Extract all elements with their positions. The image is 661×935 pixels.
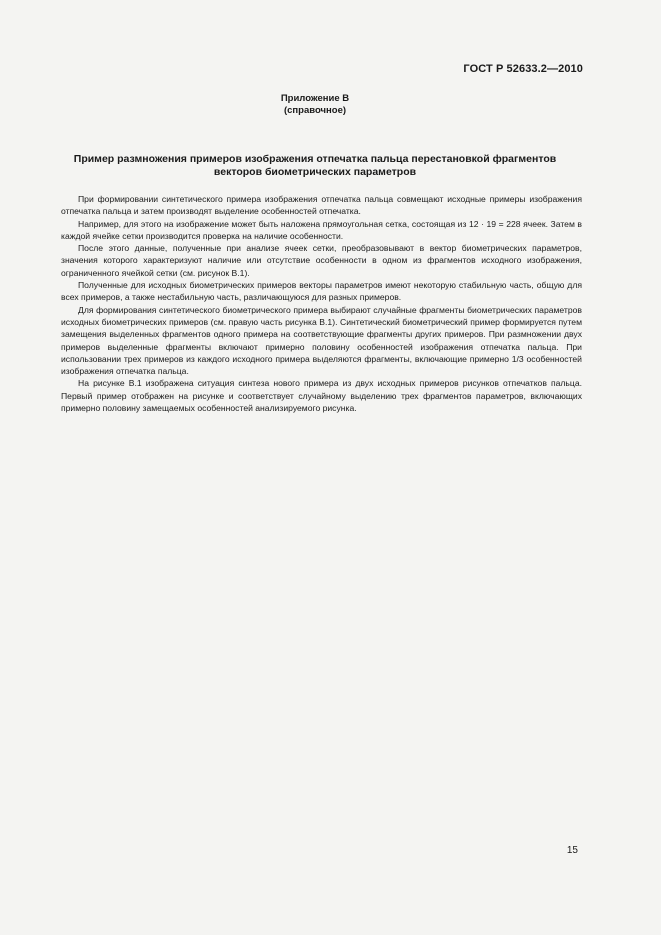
section-title-line-1: Пример размножения примеров изображения отпечатка пальца перестановкой фрагментов — [73, 153, 557, 165]
appendix-type: (справочное) — [283, 105, 347, 116]
paragraph: После этого данные, полученные при анализе ячеек сетки, преобразовывают в вектор биометрических параметров, значения которого характеризуют наличие или отсутствие особенности в одном из фрагментов исходного изображения, ограниченного ячейкой сетки (см. рисунок В.1). — [61, 243, 582, 278]
body-text — [61, 193, 582, 414]
section-title-line-2: векторов биометрических параметров — [213, 166, 417, 178]
paragraph: На рисунке В.1 изображена ситуация синтеза нового примера из двух исходных примеров рисунков отпечатков пальца. Первый пример отображен на рисунке и соответствует случайному выделению трех фрагментов параметров, включающих примерно половину замещаемых особенностей анализируемого рисунка. — [61, 378, 582, 414]
section-title — [0, 153, 630, 179]
paragraph: Для формирования синтетического биометрического примера выбирают случайные фрагменты биометрических параметров исходных биометрических примеров (см. правую часть рисунка В.1). Синтетический биометрический пример формируется путем замещения выделенных фрагментов одного примера на соответствующие фрагменты других примеров. При размножении двух примеров выделенные фрагменты включают примерно половину особенностей изображения отпечатка пальца. При использовании трех примеров из каждого исходного примера выделяются фрагменты, включающие примерно 1/3 особенностей изображения отпечатка пальца. — [61, 304, 582, 377]
paragraph: При формировании синтетического примера изображения отпечатка пальца совмещают исходные примеры изображения отпечатка пальца и затем производят выделение особенностей отпечатка. — [61, 194, 582, 217]
page-number: 15 — [566, 845, 578, 856]
standard-code: ГОСТ Р 52633.2—2010 — [463, 63, 583, 75]
appendix-title: Приложение В — [280, 93, 350, 104]
paragraph: Полученные для исходных биометрических примеров векторы параметров имеют некоторую стабильную часть, общую для всех примеров, а также нестабильную часть, различающуюся для разных примеров. — [61, 280, 582, 303]
appendix-heading — [0, 93, 630, 117]
paragraph: Например, для этого на изображение может быть наложена прямоугольная сетка, состоящая из 12 · 19 = 228 ячеек. Затем в каждой ячейке сетки производится проверка на наличие особенности. — [61, 218, 582, 241]
